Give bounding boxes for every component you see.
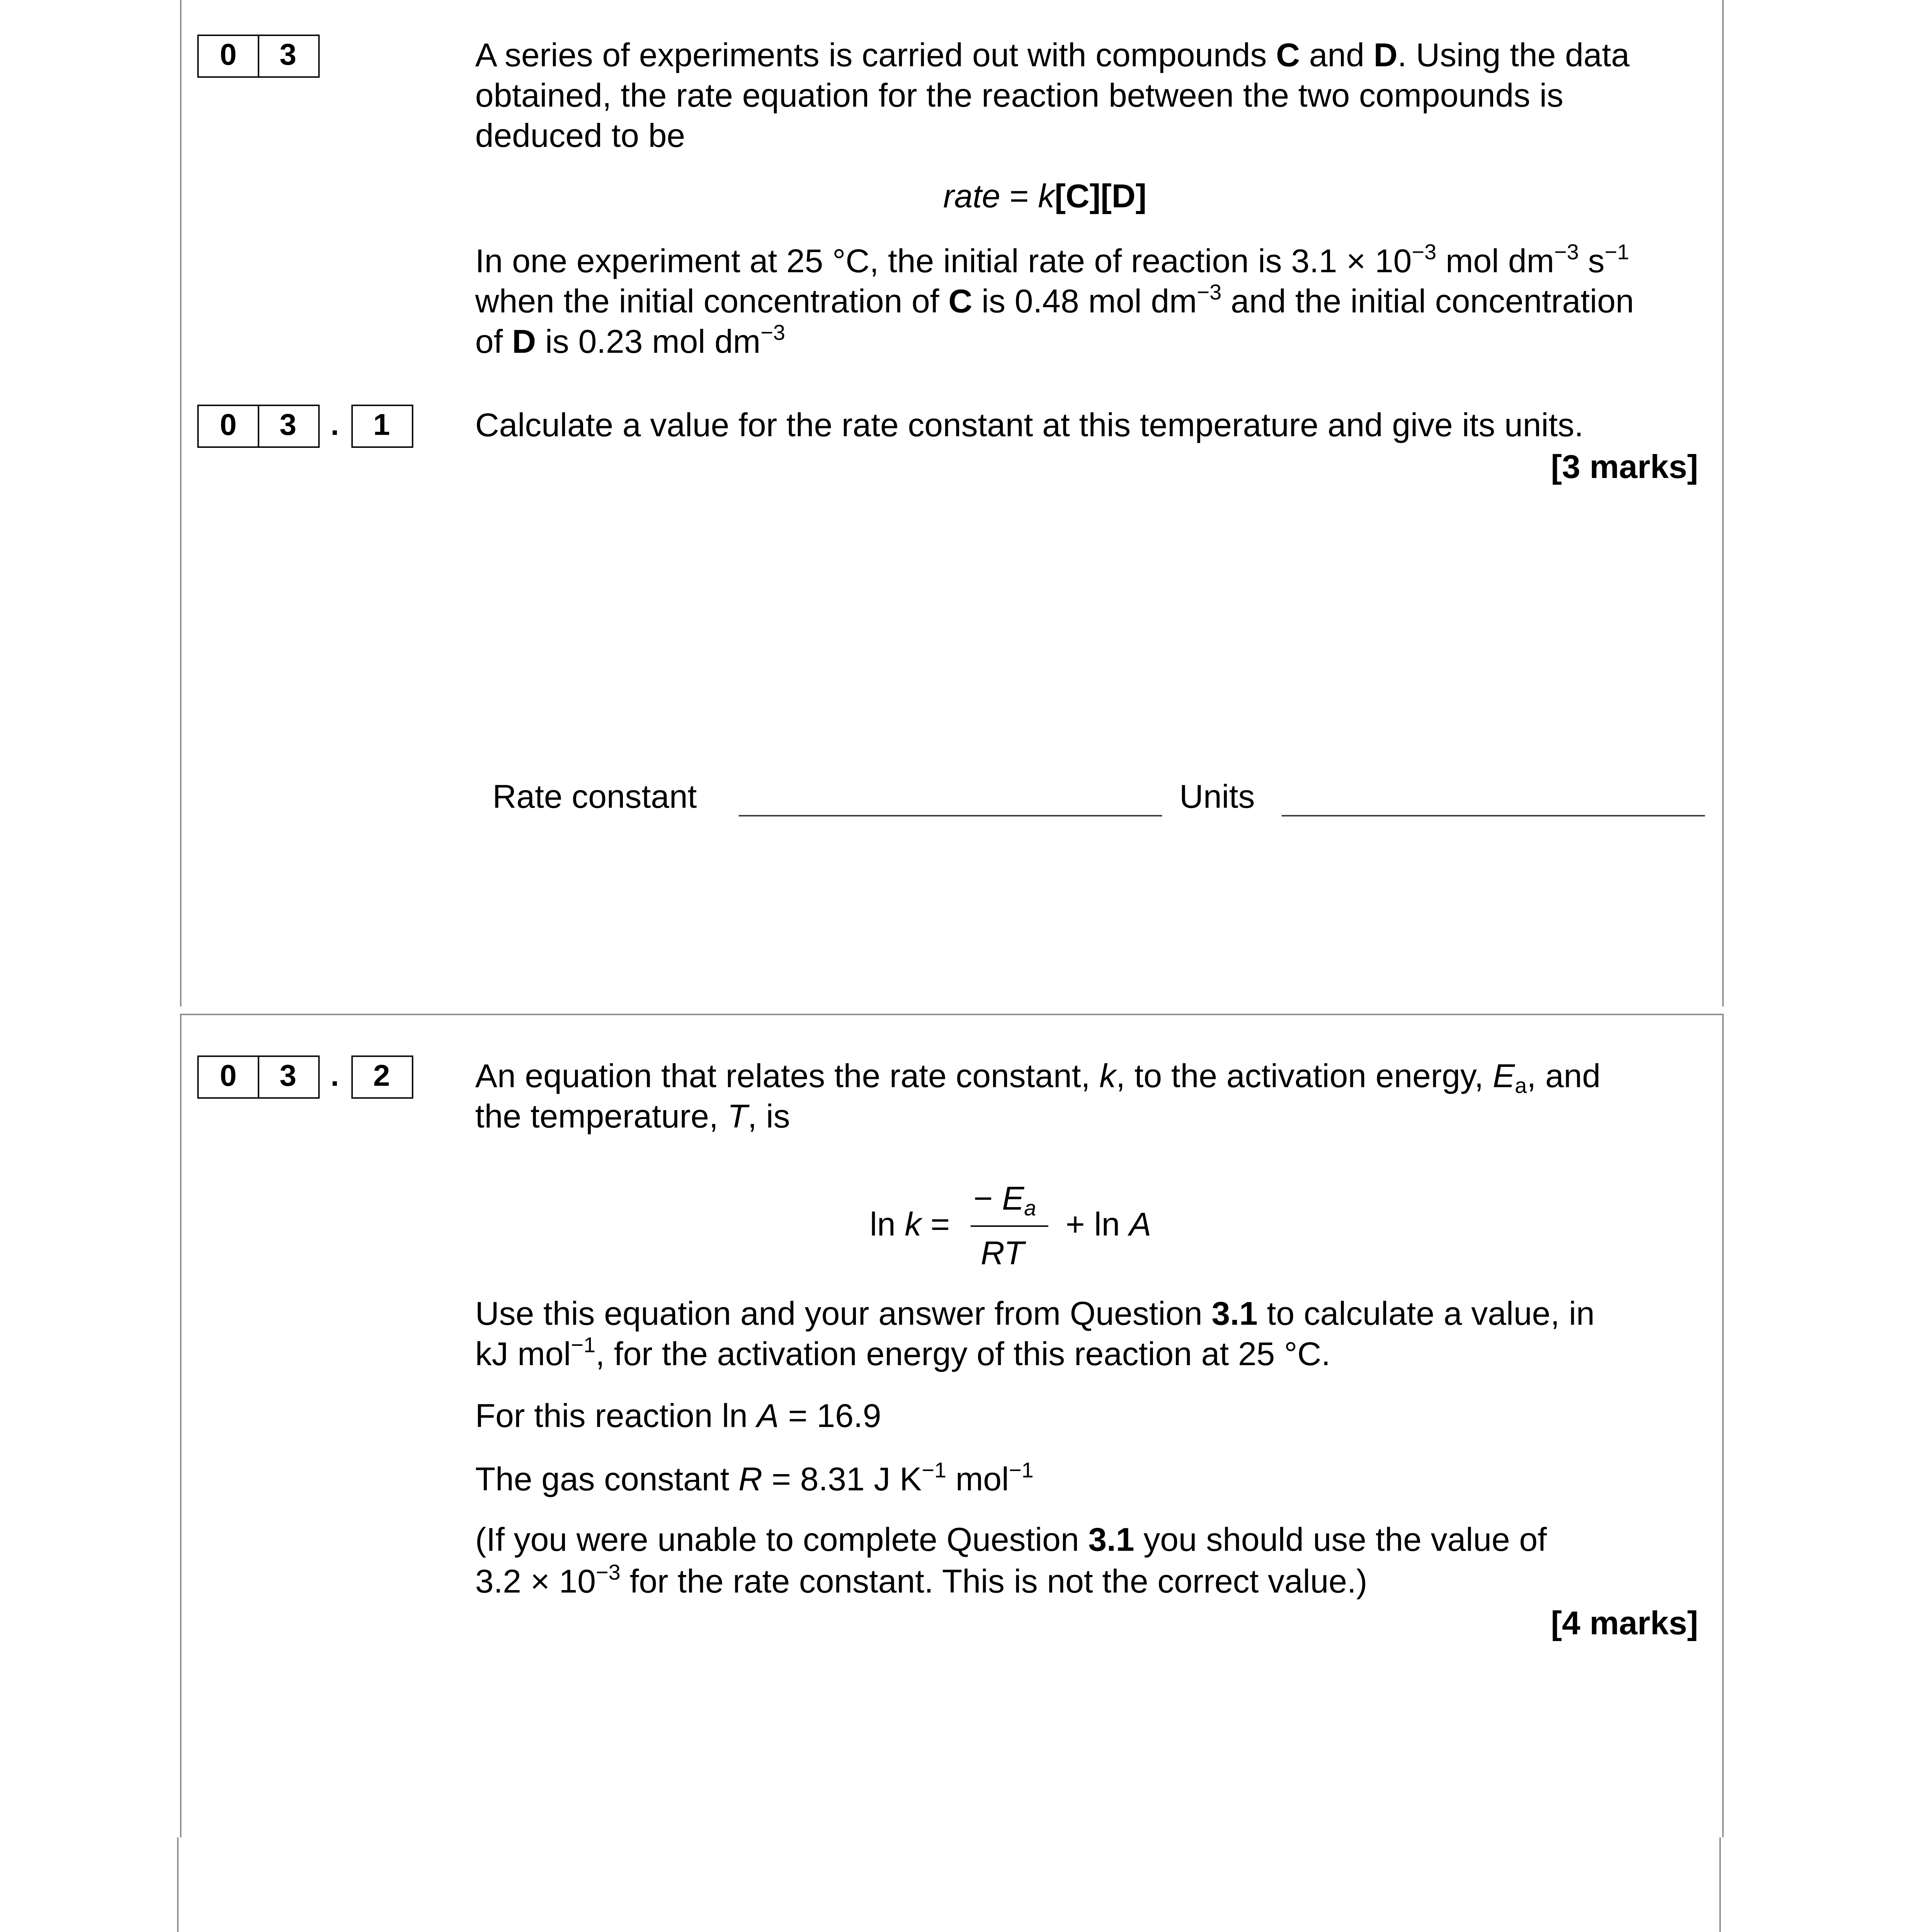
equation-lhs: ln k = <box>869 1205 950 1243</box>
equation-plus-lnA: + ln A <box>1065 1205 1152 1243</box>
right-margin-line-top <box>1722 0 1724 1007</box>
q3-intro-line-3: deduced to be <box>475 116 685 154</box>
q32-lnA-value: For this reaction ln A = 16.9 <box>475 1396 881 1434</box>
question-dot: . <box>330 409 339 442</box>
q32-use-line-2: kJ mol$^{-1}$, for the activation energy of this reaction at 25 °C. <box>475 1333 1331 1372</box>
q32-gas-constant: The gas constant R = 8.31 J $K^{-1}$ mol$^{-1}$ <box>475 1459 1034 1498</box>
rate-constant-label: Rate constant <box>492 777 697 815</box>
rate-constant-answer-line[interactable] <box>739 815 1162 816</box>
section-divider <box>180 1014 1724 1015</box>
q3-experiment-line-3: of D is 0.23 mol $dm^{-3}$ <box>475 321 785 360</box>
question-digit: 0 <box>197 34 259 78</box>
equation-numerator: − $E_a$ <box>973 1179 1036 1221</box>
left-margin-line-bottom <box>177 1837 179 1932</box>
q32-note-line-1: (If you were unable to complete Question 3.1 you should use the value of <box>475 1520 1547 1558</box>
q31-question-text: Calculate a value for the rate constant at this temperature and give its units. <box>475 406 1584 444</box>
arrhenius-equation <box>870 1175 1158 1276</box>
question-digit: 2 <box>350 1056 412 1099</box>
q32-marks: [4 marks] <box>1551 1604 1698 1642</box>
right-margin-line-mid <box>1722 1014 1724 1838</box>
units-label: Units <box>1179 777 1255 815</box>
q32-intro-line-1: An equation that relates the rate constant, k, to the activation energy, $E_a$, and <box>475 1057 1601 1099</box>
q31-marks: [3 marks] <box>1551 447 1698 485</box>
q3-intro-line-2: obtained, the rate equation for the reaction between the two compounds is <box>475 76 1563 114</box>
question-digit: 0 <box>197 405 259 448</box>
question-dot: . <box>330 1060 339 1093</box>
right-margin-line-bottom <box>1720 1837 1721 1932</box>
question-number-box-03-1 <box>197 405 413 448</box>
q32-note-line-2: $3.2 \times 10^{-3}$ for the rate constant. This is not the correct value.) <box>475 1561 1368 1600</box>
question-number-box-03 <box>197 34 319 78</box>
equation-denominator: RT <box>980 1234 1024 1272</box>
left-margin-line-top <box>180 0 182 1007</box>
question-digit: 3 <box>257 405 319 448</box>
q32-use-line-1: Use this equation and your answer from Question 3.1 to calculate a value, in <box>475 1294 1595 1332</box>
q32-intro-line-2: the temperature, T, is <box>475 1097 790 1135</box>
fraction-bar <box>971 1225 1048 1227</box>
q3-experiment-line-2: when the initial concentration of C is 0.48 mol $dm^{-3}$ and the initial concentration <box>475 281 1634 320</box>
rate-equation: rate = k[C][D] <box>943 177 1147 215</box>
question-digit: 1 <box>350 405 412 448</box>
units-answer-line[interactable] <box>1282 815 1705 816</box>
q3-intro-line-1: A series of experiments is carried out with compounds C and D. Using the data <box>475 36 1630 74</box>
q3-experiment-line-1: In one experiment at 25 °C, the initial rate of reaction is $3.1 \times 10^{-3}$ mol $dm^{-3}$ $s^{-1}$ <box>475 240 1630 279</box>
question-number-box-03-2 <box>197 1056 413 1099</box>
question-digit: 3 <box>257 34 319 78</box>
left-margin-line-mid <box>180 1014 182 1838</box>
question-digit: 3 <box>257 1056 319 1099</box>
question-digit: 0 <box>197 1056 259 1099</box>
